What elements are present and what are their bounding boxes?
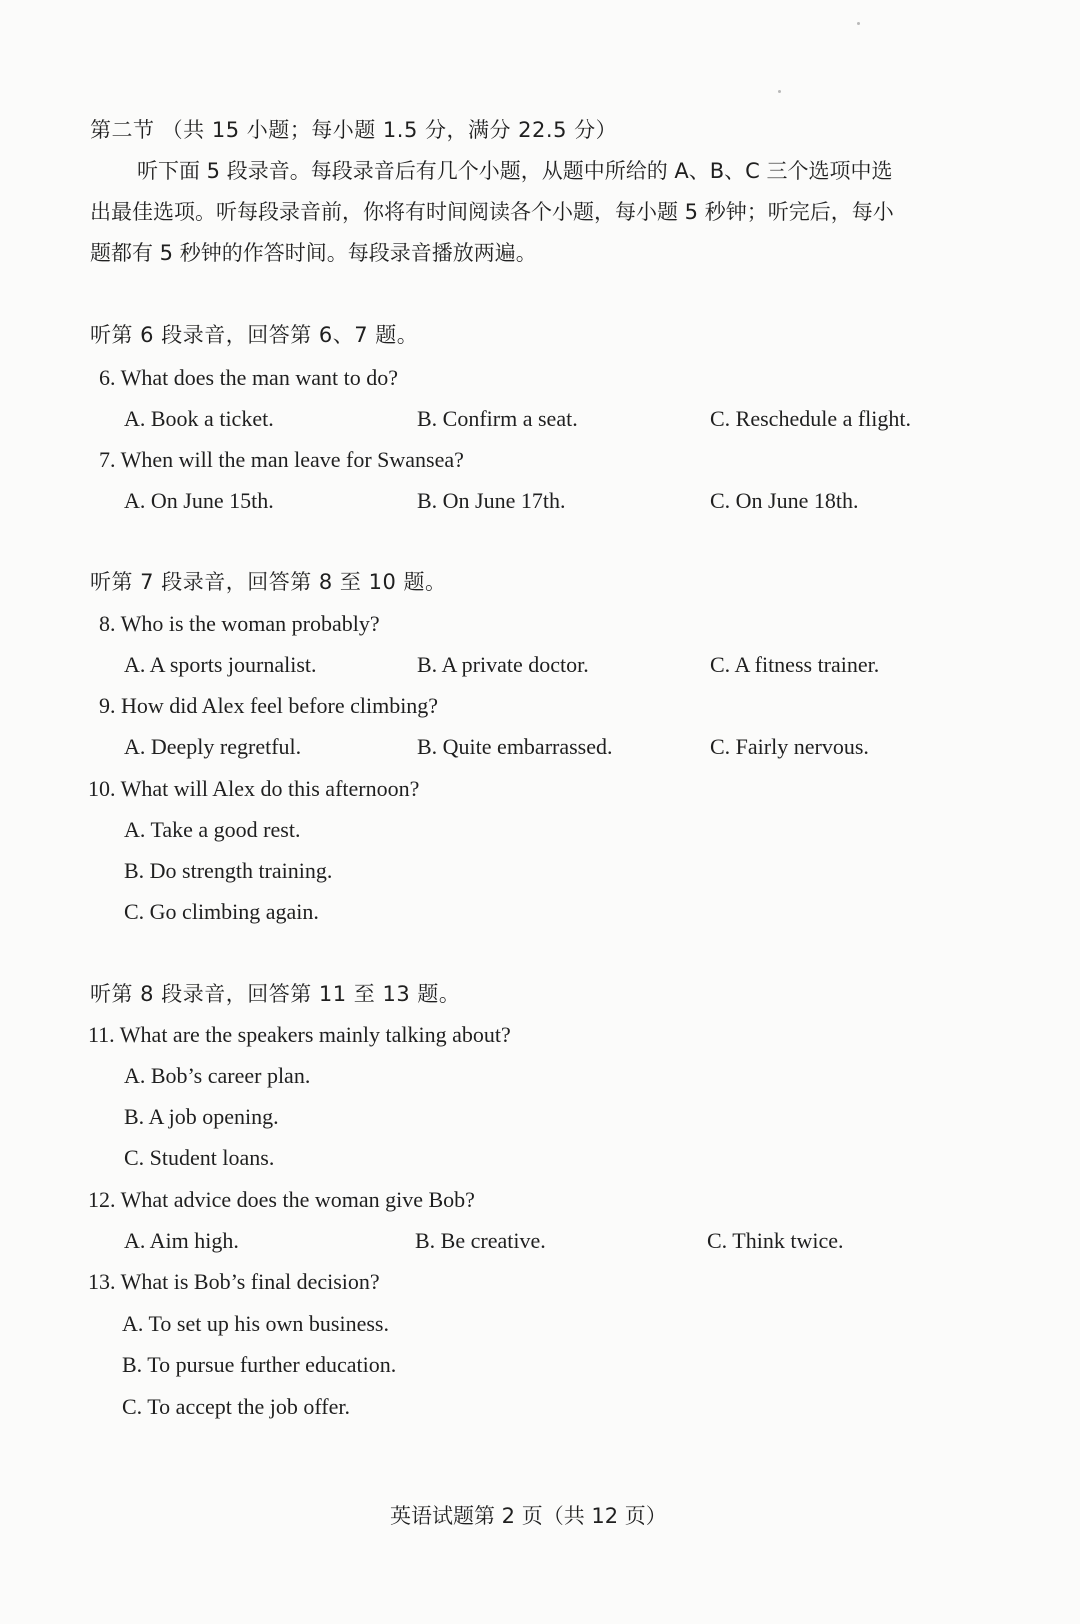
question-9-option-c: C. Fairly nervous. <box>710 734 869 759</box>
question-6-stem: 6. What does the man want to do? <box>99 365 398 390</box>
question-10-stem: 10. What will Alex do this afternoon? <box>88 776 420 801</box>
question-9-stem: 9. How did Alex feel before climbing? <box>99 693 439 718</box>
question-6-option-c: C. Reschedule a flight. <box>710 406 912 431</box>
question-8-option-c: C. A fitness trainer. <box>710 652 880 677</box>
question-7-stem: 7. When will the man leave for Swansea? <box>99 447 464 472</box>
question-10-option-b: B. Do strength training. <box>124 858 333 883</box>
question-12-option-a: A. Aim high. <box>124 1228 239 1253</box>
question-6-option-b: B. Confirm a seat. <box>417 406 578 431</box>
question-6-option-a: A. Book a ticket. <box>124 406 274 431</box>
question-10-option-a: A. Take a good rest. <box>124 817 301 842</box>
scan-speck <box>778 90 781 93</box>
question-8-stem: 8. Who is the woman probably? <box>99 611 380 636</box>
question-9-option-a: A. Deeply regretful. <box>124 734 302 759</box>
question-13-option-b: B. To pursue further education. <box>122 1352 397 1377</box>
group-heading-6: 听第 6 段录音，回答第 6、7 题。 <box>90 323 419 347</box>
question-10-option-c: C. Go climbing again. <box>124 899 319 924</box>
question-11-option-a: A. Bob’s career plan. <box>124 1063 311 1088</box>
question-11-stem: 11. What are the speakers mainly talking about? <box>88 1022 511 1047</box>
question-13-option-a: A. To set up his own business. <box>122 1311 389 1336</box>
scan-speck <box>857 22 860 25</box>
instructions-line-1: 听下面 5 段录音。每段录音后有几个小题，从题中所给的 A、B、C 三个选项中选 <box>137 159 893 183</box>
question-7-option-c: C. On June 18th. <box>710 488 859 513</box>
page-footer: 英语试题第 2 页（共 12 页） <box>390 1504 667 1528</box>
group-heading-8: 听第 8 段录音，回答第 11 至 13 题。 <box>90 982 461 1006</box>
question-8-option-b: B. A private doctor. <box>417 652 589 677</box>
question-9-option-b: B. Quite embarrassed. <box>417 734 613 759</box>
question-12-option-c: C. Think twice. <box>707 1228 844 1253</box>
question-12-stem: 12. What advice does the woman give Bob? <box>88 1187 475 1212</box>
instructions-line-3: 题都有 5 秒钟的作答时间。每段录音播放两遍。 <box>90 241 537 265</box>
question-11-option-b: B. A job opening. <box>124 1104 279 1129</box>
question-7-option-b: B. On June 17th. <box>417 488 566 513</box>
question-7-option-a: A. On June 15th. <box>124 488 274 513</box>
question-8-option-a: A. A sports journalist. <box>124 652 317 677</box>
question-11-option-c: C. Student loans. <box>124 1145 275 1170</box>
question-12-option-b: B. Be creative. <box>415 1228 546 1253</box>
question-13-option-c: C. To accept the job offer. <box>122 1394 350 1419</box>
question-13-stem: 13. What is Bob’s final decision? <box>88 1269 380 1294</box>
instructions-line-2: 出最佳选项。听每段录音前，你将有时间阅读各个小题，每小题 5 秒钟；听完后，每小 <box>90 200 894 224</box>
section-header: 第二节 （共 15 小题；每小题 1.5 分，满分 22.5 分） <box>90 118 618 142</box>
group-heading-7: 听第 7 段录音，回答第 8 至 10 题。 <box>90 570 447 594</box>
